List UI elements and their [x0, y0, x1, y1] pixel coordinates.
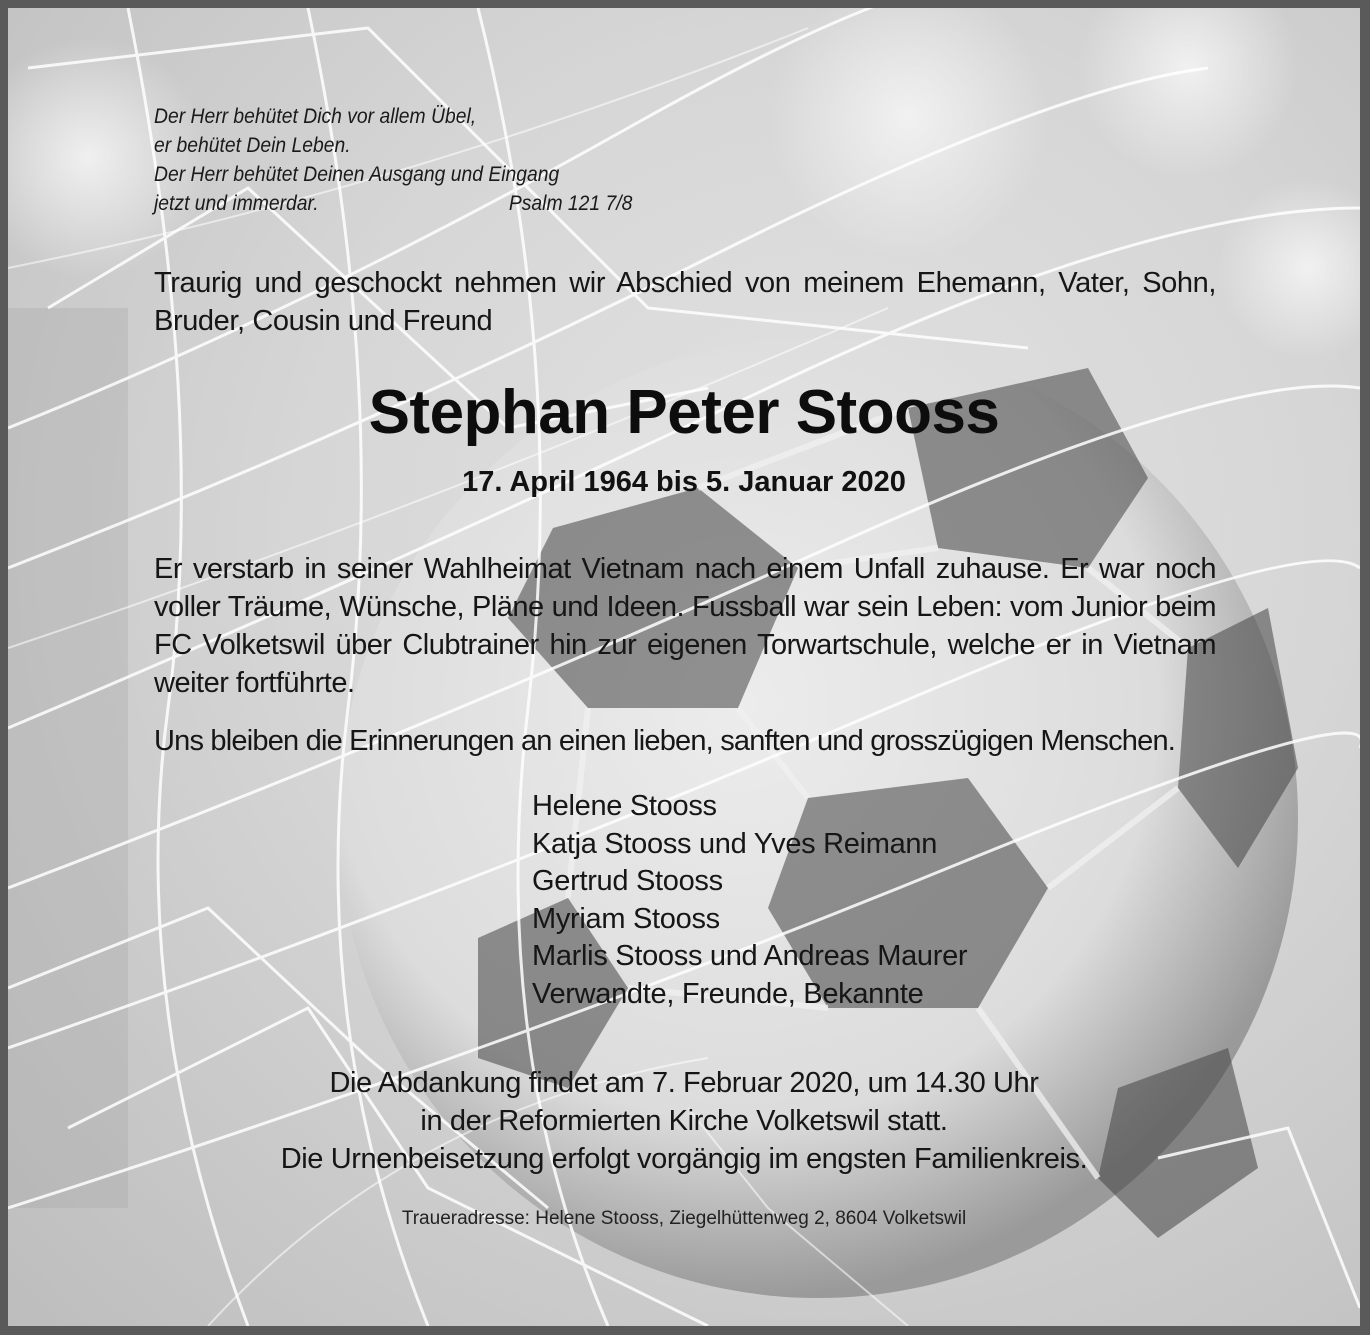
- service-line: Die Urnenbeisetzung erfolgt vorgängig im engsten Familienkreis.: [280, 1143, 1088, 1175]
- mourning-address: Traueradresse: Helene Stooss, Ziegelhüttenweg 2, 8604 Volketswil: [401, 1208, 967, 1229]
- obituary-content: [8, 8, 1360, 1326]
- obituary-card: [8, 8, 1360, 1326]
- mourner-item: Helene Stooss: [532, 790, 717, 822]
- psalm-line: jetzt und immerdar.: [154, 192, 319, 215]
- service-info: [8, 1064, 1360, 1178]
- psalm-last-line: [154, 189, 632, 218]
- psalm-reference: Psalm 121 7/8: [508, 192, 633, 215]
- mourner-item: Myriam Stooss: [532, 902, 720, 935]
- deceased-name: Stephan Peter Stooss: [368, 378, 1000, 447]
- mourner-item: Katja Stooss und Yves Reimann: [532, 827, 938, 860]
- mourner-item: Marlis Stooss und Andreas Maurer: [532, 940, 968, 972]
- service-line: Die Abdankung findet am 7. Februar 2020, um 14.30 Uhr: [329, 1067, 1039, 1099]
- service-line: in der Reformierten Kirche Volketswil statt.: [420, 1105, 948, 1137]
- psalm-line: er behütet Dein Leben.: [154, 134, 351, 157]
- life-dates: 17. April 1964 bis 5. Januar 2020: [462, 466, 906, 498]
- psalm-line: Der Herr behütet Dich vor allem Übel,: [154, 105, 477, 128]
- intro-text: Traurig und geschockt nehmen wir Abschied von meinem Ehemann, Vater, Sohn, Bruder, Cousin und Freund: [154, 267, 1216, 337]
- mourners-list: [532, 788, 967, 1013]
- biography-text: Er verstarb in seiner Wahlheimat Vietnam nach einem Unfall zuhause. Er war noch voller Träume, Wünsche, Pläne und Ideen. Fussball war sein Leben: vom Junior beim FC Volketswil über Clubtrainer hin zur eigenen Torwartschule, welche er in Vietnam weiter fortführte.: [154, 553, 1216, 699]
- memory-text: Uns bleiben die Erinnerungen an einen lieben, sanften und grosszügigen Menschen.: [154, 725, 1176, 757]
- mourner-item: Gertrud Stooss: [532, 865, 723, 897]
- psalm-line: Der Herr behütet Deinen Ausgang und Eingang: [154, 163, 560, 186]
- psalm-quote: [154, 102, 633, 218]
- mourner-item: Verwandte, Freunde, Bekannte: [532, 977, 924, 1010]
